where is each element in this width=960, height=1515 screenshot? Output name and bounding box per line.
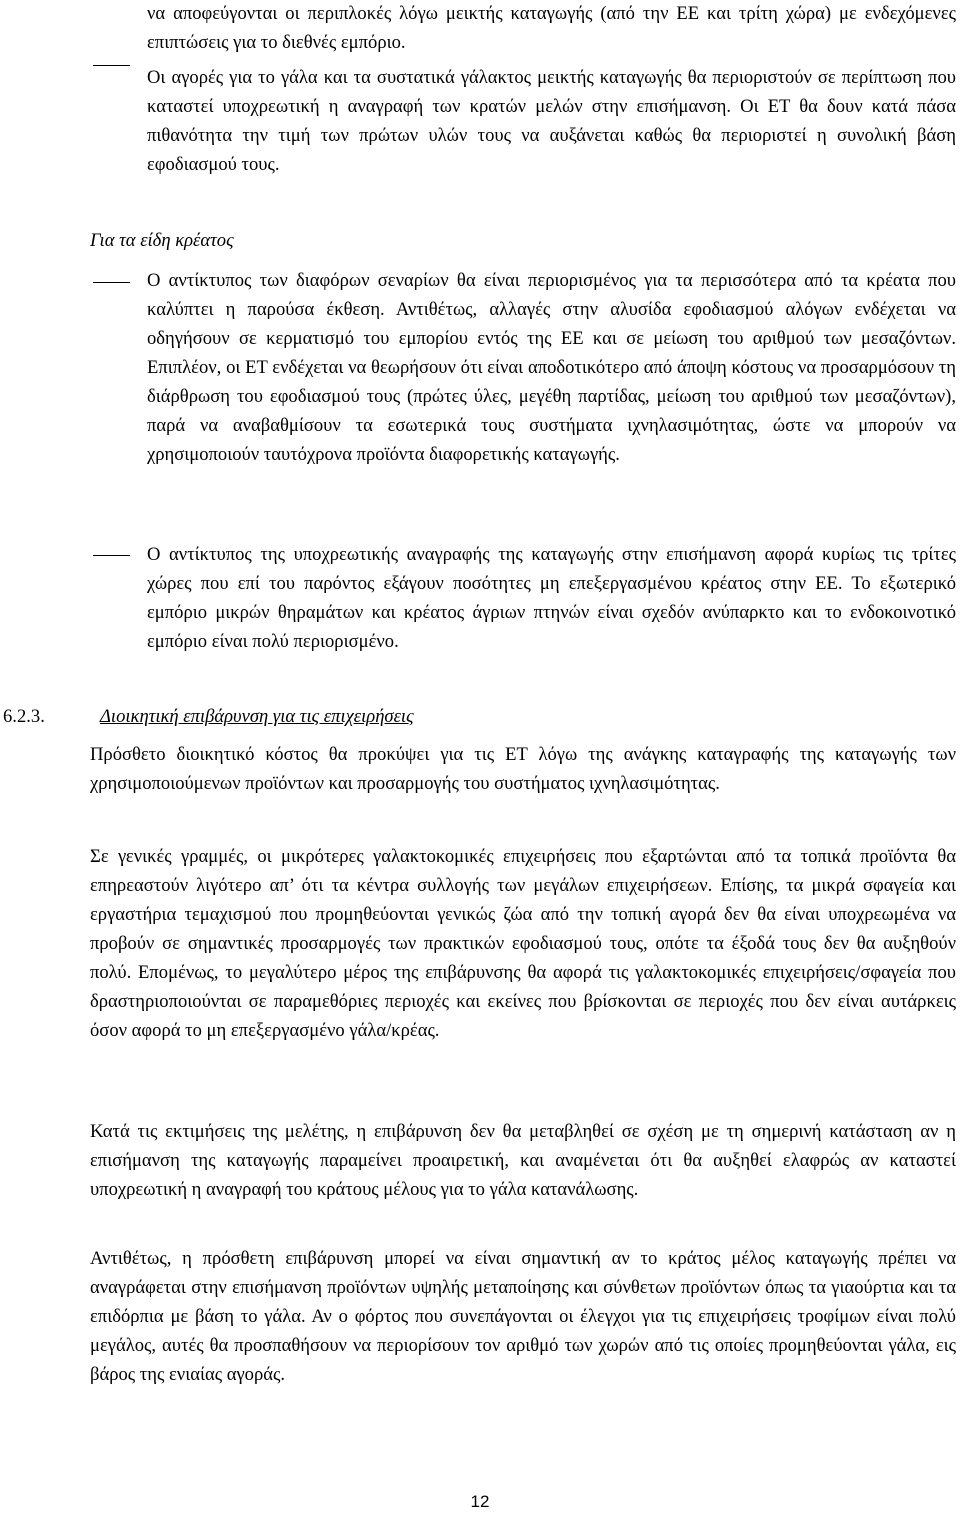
list-item-third-countries: Ο αντίκτυπος της υποχρεωτικής αναγραφής της καταγωγής στην επισήμανση αφορά κυρίως τις τρίτες χώρες που επί του παρόντος εξάγουν ποσότητες μη επεξεργασμένου κρέατος στην ΕΕ. Το εξωτερικό εμπόριο μικρών θηραμάτων και κρέατος άγριων πτηνών είναι σχεδόν ανύπαρκτο και το ενδοκοινοτικό εμπόριο είναι πολύ περιορισμένο. xyxy=(147,544,956,652)
paragraph: Πρόσθετο διοικητικό κόστος θα προκύψει για τις ΕΤ λόγω της ανάγκης καταγραφής της καταγωγής των χρησιμοποιούμενων προϊόντων και προσαρμογής του συστήματος ιχνηλασιμότητας. xyxy=(90,744,956,794)
list-item-milk-markets: Οι αγορές για το γάλα και τα συστατικά γάλακτος μεικτής καταγωγής θα περιοριστούν σε περίπτωση που καταστεί υποχρεωτική η αναγραφή των κρατών μελών στην επισήμανση. Οι ΕΤ θα δουν κατά πάσα πιθανότητα την τιμή των πρώτων υλών τους να αυξάνεται καθώς θα περιοριστεί η συνολική βάση εφοδιασμού τους. xyxy=(147,67,956,175)
paragraph: Σε γενικές γραμμές, οι μικρότερες γαλακτοκομικές επιχειρήσεις που εξαρτώνται από τα τοπικά προϊόντα θα επηρεαστούν λιγότερο απ’ ότι τα κέντρα συλλογής των μεγάλων επιχειρήσεων. Επίσης, τα μικρά σφαγεία και εργαστήρια τεμαχισμού που προμηθεύονται γενικώς ζώα από την τοπική αγορά δεν θα είναι υποχρεωμένα να προβούν σε σημαντικές προσαρμογές των πρακτικών εφοδιασμού τους, οπότε τα έξοδά τους δεν θα αυξηθούν πολύ. Επομένως, το μεγαλύτερο μέρος της επιβάρυνσης θα αφορά τις γαλακτοκομικές επιχειρήσεις/σφαγεία που δραστηριοποιούνται σε παραμεθόριες περιοχές και εκείνες που βρίσκονται σε περιοχές που δεν είναι αυτάρκεις όσον αφορά το μη επεξεργασμένο γάλα/κρέας. xyxy=(90,846,956,1041)
list-item-continuation: να αποφεύγονται οι περιπλοκές λόγω μεικτής καταγωγής (από την ΕΕ και τρίτη χώρα) με ενδεχόμενες επιπτώσεις για το διεθνές εμπόριο. xyxy=(147,3,956,53)
section-title: Διοικητική επιβάρυνση για τις επιχειρήσεις xyxy=(100,706,414,727)
page-number: 12 xyxy=(470,1492,490,1511)
section-heading xyxy=(0,702,960,731)
paragraph: Κατά τις εκτιμήσεις της μελέτης, η επιβάρυνση δεν θα μεταβληθεί σε σχέση με τη σημερινή κατάσταση αν η επισήμανση της καταγωγής παραμείνει προαιρετική, και αναμένεται ότι θα αυξηθεί ελαφρώς αν καταστεί υποχρεωτική η αναγραφή του κράτους μέλους για το γάλα κατανάλωσης. xyxy=(90,1121,956,1200)
subheading-meat: Για τα είδη κρέατος xyxy=(90,230,234,251)
list-dash xyxy=(93,282,130,283)
list-dash xyxy=(93,555,130,556)
list-dash xyxy=(93,65,130,66)
list-item-meat-impact: Ο αντίκτυπος των διαφόρων σεναρίων θα είναι περιορισμένος για τα περισσότερα από τα κρέατα που καλύπτει η παρούσα έκθεση. Αντιθέτως, αλλαγές στην αλυσίδα εφοδιασμού αλόγων ενδέχεται να οδηγήσουν σε κερματισμό του εμπορίου εντός της ΕΕ και σε μείωση του αριθμού των μεσαζόντων. Επιπλέον, οι ΕΤ ενδέχεται να θεωρήσουν ότι είναι αποδοτικότερο από άποψη κόστους να προσαρμόσουν τη διάρθρωση του εφοδιασμού τους (πρώτες ύλες, μεγέθη παρτίδας, μείωση του αριθμού των μεσαζόντων), παρά να αναβαθμίσουν τα εσωτερικά τους συστήματα ιχνηλασιμότητας, ώστε να μπορούν να χρησιμοποιούν ταυτόχρονα προϊόντα διαφορετικής καταγωγής. xyxy=(147,270,956,465)
section-number: 6.2.3. xyxy=(3,706,45,727)
paragraph: Αντιθέτως, η πρόσθετη επιβάρυνση μπορεί να είναι σημαντική αν το κράτος μέλος καταγωγής πρέπει να αναγράφεται στην επισήμανση προϊόντων υψηλής μεταποίησης και σύνθετων προϊόντων όπως τα γιαούρτια και τα επιδόρπια με βάση το γάλα. Αν ο φόρτος που συνεπάγονται οι έλεγχοι για τις επιχειρήσεις τροφίμων είναι πολύ μεγάλος, αυτές θα προσπαθήσουν να περιορίσουν τον αριθμό των χωρών από τις οποίες προμηθεύονται γάλα, εις βάρος της ενιαίας αγοράς. xyxy=(90,1248,956,1385)
